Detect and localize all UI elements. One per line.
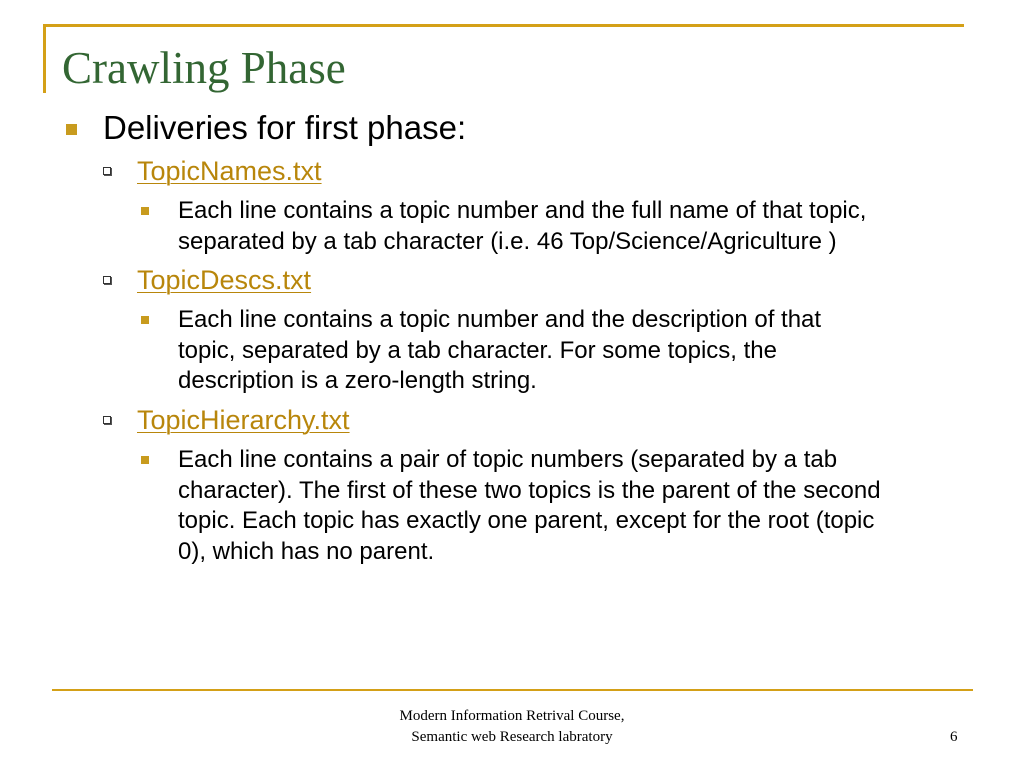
footer-lab: Semantic web Research labratory [411, 729, 613, 745]
square-bullet-icon [141, 456, 149, 464]
hollow-square-bullet-icon [103, 416, 111, 424]
bullet-deliveries-text: Deliveries for first phase: [103, 109, 467, 146]
link-topicnames[interactable]: TopicNames.txt [137, 156, 322, 186]
slide-footer-divider [52, 689, 973, 691]
detail-topicnames-text [178, 196, 1021, 257]
slide-frame-top-line [43, 24, 964, 27]
square-bullet-icon [66, 124, 77, 135]
page-number: 6 [950, 729, 958, 745]
link-topicdescs[interactable]: TopicDescs.txt [137, 265, 312, 295]
text-line: character). The first of these two topics is the parent of the second [178, 476, 881, 504]
detail-topicdescs-text [178, 305, 1021, 397]
link-topichierarchy[interactable]: TopicHierarchy.txt [137, 405, 350, 435]
footer-course: Modern Information Retrival Course, [399, 708, 625, 724]
detail-topichierarchy-text [178, 445, 1021, 567]
text-line: topic. Each topic has exactly one parent, except for the root (topic [178, 507, 875, 534]
text-line: description is a zero-length string. [178, 367, 537, 394]
text-line: Each line contains a topic number and the full name of that topic, [178, 197, 867, 224]
text-line: Each line contains a pair of topic numbers (separated by a tab [178, 446, 838, 473]
text-line: topic, separated by a tab character. For some topics, the [178, 336, 777, 364]
square-bullet-icon [141, 316, 149, 324]
slide-frame-left-line [43, 24, 46, 93]
slide-title: Crawling Phase [62, 43, 346, 93]
square-bullet-icon [141, 207, 149, 215]
hollow-square-bullet-icon [103, 276, 111, 284]
slide-footer [0, 706, 1024, 748]
text-line: Each line contains a topic number and the description of that [178, 306, 822, 333]
hollow-square-bullet-icon [103, 167, 111, 175]
text-line: 0), which has no parent. [178, 537, 435, 565]
text-line: separated by a tab character (i.e. 46 Top/Science/Agriculture ) [178, 227, 837, 255]
